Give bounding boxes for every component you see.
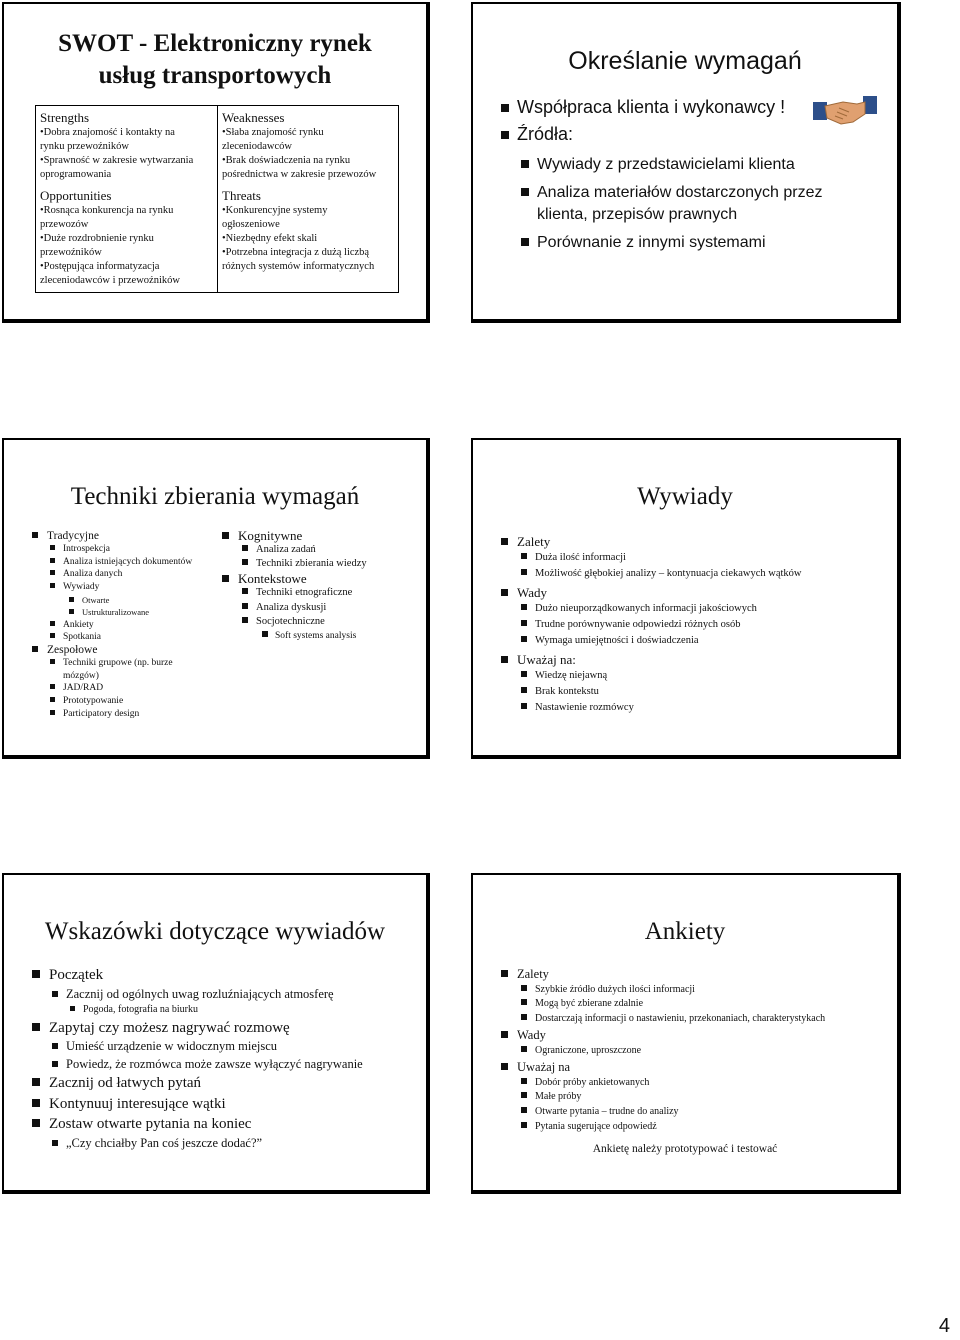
list-item-level-1	[32, 1074, 363, 1094]
page-number: 4	[938, 1315, 950, 1337]
weaknesses-header: Weaknesses	[222, 110, 285, 125]
bullet-square-icon	[222, 532, 229, 539]
list-item-level-1	[32, 1115, 363, 1135]
bullet-square-icon	[32, 1119, 40, 1127]
threats-item: ogłoszeniowe	[222, 219, 280, 230]
slide-okreslanie-wymagan	[471, 2, 901, 323]
bullet-square-icon	[521, 1092, 527, 1098]
item-text: Kognitywne	[238, 528, 303, 543]
threats-cell	[218, 184, 399, 274]
item-text: Kontynuuj interesujące wątki	[49, 1095, 226, 1112]
weaknesses-item: •Słaba znajomość rynku	[222, 127, 324, 138]
bullet-square-icon	[50, 659, 55, 664]
bullet-square-icon	[242, 545, 248, 551]
handshake-icon	[813, 92, 877, 132]
item-text: Początek	[49, 967, 104, 983]
item-text: Brak kontekstu	[535, 686, 599, 697]
bullet-square-icon	[521, 636, 527, 642]
bullet-square-icon	[32, 646, 38, 652]
slide-title	[4, 28, 426, 92]
bullet-square-icon	[52, 1061, 58, 1067]
bullet-square-icon	[52, 1043, 58, 1049]
bullet-square-icon	[501, 538, 508, 545]
item-text: Analiza istniejących dokumentów	[63, 556, 193, 567]
bullet-square-icon	[521, 703, 527, 709]
list-item	[521, 232, 822, 254]
item-text: Nastawienie rozmówcy	[535, 702, 634, 713]
bullet-square-icon	[521, 1014, 527, 1020]
list-item-level-2	[222, 586, 367, 600]
bullet-square-icon	[501, 1063, 508, 1070]
list-item-level-2	[32, 986, 363, 1004]
item-text: Zalety	[517, 534, 551, 549]
bullet-square-icon	[521, 1107, 527, 1113]
item-text: Źródła:	[517, 124, 574, 144]
item-text: Analiza zadań	[256, 544, 316, 555]
list-item	[521, 154, 822, 176]
techniques-right-list	[222, 528, 367, 643]
bullet-square-icon	[50, 583, 55, 588]
slide-ankiety	[471, 873, 901, 1194]
bullet-square-icon	[50, 621, 55, 626]
item-text: Trudne porównywanie odpowiedzi różnych osób	[535, 619, 741, 630]
list-item-level-2	[501, 1044, 825, 1059]
threats-item: •Potrzebna integracja z dużą liczbą	[222, 247, 370, 258]
weaknesses-cell	[218, 106, 399, 182]
bullet-square-icon	[262, 631, 268, 637]
item-text: Możliwość głębokiej analizy – kontynuacja ciekawych wątków	[535, 568, 802, 579]
list-item-level-2	[501, 700, 802, 716]
item-text: Szybkie źródło dużych ilości informacji	[535, 983, 695, 995]
bullet-square-icon	[521, 604, 527, 610]
list-item-level-1	[501, 533, 802, 550]
item-text: Analiza danych	[63, 569, 123, 580]
title-line-1: SWOT - Elektroniczny rynek	[58, 30, 372, 57]
slide-techniki	[2, 438, 430, 759]
item-text: Dużo nieuporządkowanych informacji jakościowych	[535, 603, 757, 614]
bullet-square-icon	[50, 710, 55, 715]
threats-item: różnych systemów informatycznych	[222, 261, 375, 272]
item-text: Porównanie z innymi systemami	[537, 234, 766, 251]
item-text: „Czy chciałby Pan coś jeszcze dodać?”	[66, 1135, 263, 1150]
slide-title: Wskazówki dotyczące wywiadów	[44, 918, 386, 945]
weaknesses-item: •Brak doświadczenia na rynku	[222, 155, 351, 166]
slide-wskazowki	[2, 873, 430, 1194]
list-item-level-0	[32, 670, 192, 683]
bullet-square-icon	[32, 532, 38, 538]
bullet-square-icon	[69, 597, 74, 602]
list-item-level-2	[501, 1076, 825, 1091]
list-item-level-2	[501, 1105, 825, 1120]
list-item	[521, 182, 822, 204]
list-item-level-2	[501, 566, 802, 582]
list-item-level-1	[32, 966, 363, 986]
item-text: Dobór próby ankietowanych	[535, 1076, 650, 1088]
bullet-square-icon	[50, 697, 55, 702]
bullet-square-icon	[501, 656, 508, 663]
item-text: Ankiety	[63, 619, 94, 630]
list-item-level-1	[501, 584, 802, 601]
item-text: Współpraca klienta i wykonawcy !	[517, 97, 786, 117]
list-item-level-2	[501, 1120, 825, 1135]
item-text: Zostaw otwarte pytania na koniec	[49, 1116, 252, 1132]
list-item-level-2	[501, 1090, 825, 1105]
item-text: Wiedzę niejawną	[535, 670, 608, 681]
bullet-square-icon	[32, 1023, 40, 1031]
item-text: Socjotechniczne	[256, 615, 325, 627]
opportunities-item: •Postępująca informatyzacja	[40, 261, 160, 272]
list-item-level-1	[501, 651, 802, 668]
item-text: Małe próby	[535, 1091, 582, 1103]
bullet-square-icon	[521, 671, 527, 677]
list-item-level-1	[222, 528, 367, 543]
surveys-list	[501, 965, 825, 1134]
item-text: Umieść urządzenie w widocznym miejscu	[66, 1039, 278, 1053]
list-item	[501, 96, 822, 119]
bullet-square-icon	[501, 589, 508, 596]
list-item-level-2	[32, 682, 192, 695]
strengths-item: •Dobra znajomość i kontakty na	[40, 127, 175, 138]
list-item-level-1	[32, 1019, 363, 1039]
item-text: Wady	[517, 585, 547, 600]
list-item-level-2	[32, 543, 192, 556]
list-item-level-3	[32, 606, 192, 619]
bullet-square-icon	[32, 1078, 40, 1086]
strengths-cell	[36, 106, 217, 182]
list-item-level-2	[32, 1038, 363, 1056]
bullet-square-icon	[32, 970, 40, 978]
threats-item: •Konkurencyjne systemy	[222, 205, 328, 216]
list-item-level-2	[32, 1056, 363, 1074]
list-item-level-2	[32, 619, 192, 632]
bullet-square-icon	[521, 1078, 527, 1084]
item-text: Participatory design	[63, 708, 140, 719]
list-item-level-1	[501, 1059, 825, 1076]
opportunities-item: zleceniodawców i przewoźników	[40, 275, 180, 286]
item-text: Pogoda, fotografia na biurku	[83, 1004, 198, 1015]
opportunities-item: •Duże rozdrobnienie rynku	[40, 233, 154, 244]
opportunities-cell	[36, 184, 217, 288]
item-text: Wywiady z przedstawicielami klienta	[537, 156, 795, 173]
list-item-level-3	[32, 1003, 363, 1018]
bullet-square-icon	[521, 569, 527, 575]
item-text: Zespołowe	[47, 643, 98, 656]
opportunities-item: przewoźników	[40, 247, 102, 258]
item-text: Prototypowanie	[63, 695, 124, 706]
list-item-level-1	[222, 571, 367, 586]
item-text: Duża ilość informacji	[535, 552, 626, 563]
item-text: Ustrukturalizowane	[82, 607, 150, 618]
bullet-square-icon	[242, 617, 248, 623]
list-item-level-3	[32, 594, 192, 607]
strengths-header: Strengths	[40, 110, 90, 125]
opportunities-item: •Rosnąca konkurencja na rynku	[40, 205, 174, 216]
item-text: Techniki etnograficzne	[256, 587, 353, 599]
bullet-square-icon	[521, 985, 527, 991]
strengths-item: rynku przewoźników	[40, 141, 129, 152]
slide-wywiady	[471, 438, 901, 759]
item-text: Wady	[517, 1028, 546, 1043]
item-text: Wymaga umiejętności i doświadczenia	[535, 635, 699, 646]
list-item-level-2	[32, 568, 192, 581]
list-item-level-3	[222, 629, 367, 643]
bullet-square-icon	[521, 1122, 527, 1128]
slide-title: Określanie wymagań	[568, 47, 802, 75]
strengths-item: •Sprawność w zakresie wytwarzania	[40, 155, 194, 166]
list-item-level-1	[32, 644, 192, 657]
list-item-level-2	[32, 1135, 363, 1153]
list-item-level-1	[32, 530, 192, 543]
item-text: Introspekcja	[63, 544, 110, 555]
item-text: Zapytaj czy możesz nagrywać rozmowę	[49, 1019, 290, 1036]
opportunities-item: przewozów	[40, 219, 89, 230]
bullet-square-icon	[50, 558, 55, 563]
list-item-level-2	[501, 550, 802, 566]
list-item-level-2	[32, 581, 192, 594]
item-text-continued: klienta, przepisów prawnych	[537, 206, 738, 223]
item-text: Tradycyjne	[47, 530, 99, 542]
slide-title: Ankiety	[644, 918, 726, 945]
list-item-level-2	[222, 601, 367, 615]
bullet-square-icon	[50, 684, 55, 689]
list-item-level-2	[501, 668, 802, 684]
list-item-level-2	[32, 631, 192, 644]
slide-swot	[2, 2, 430, 323]
bullet-square-icon	[501, 970, 508, 977]
bullet-square-icon	[52, 1140, 58, 1146]
list-item-level-2	[222, 543, 367, 557]
swot-table	[35, 105, 399, 293]
item-text: Analiza dyskusji	[256, 601, 327, 613]
bullet-square-icon	[242, 588, 248, 594]
slide-footer-note: Ankietę należy prototypować i testować	[592, 1143, 778, 1155]
item-text: Uważaj na	[517, 1060, 571, 1075]
weaknesses-item: pośrednictwa w zakresie przewozów	[222, 169, 377, 180]
slide-title: Wywiady	[637, 483, 733, 510]
list-item-level-2	[32, 708, 192, 721]
bullet-square-icon	[50, 633, 55, 638]
bullet-square-icon	[501, 1031, 508, 1038]
item-text: mózgów)	[63, 670, 99, 681]
bullet-square-icon	[242, 559, 248, 565]
list-item-level-2	[32, 695, 192, 708]
bullet-square-icon	[52, 991, 58, 997]
bullet-square-icon	[69, 609, 74, 614]
item-text: Techniki grupowe (np. burze	[63, 658, 173, 669]
tips-list	[32, 965, 363, 1152]
bullet-square-icon	[50, 545, 55, 550]
list-item-level-2	[501, 633, 802, 649]
list-item-level-2	[32, 657, 192, 670]
bullet-square-icon	[521, 553, 527, 559]
list-item-level-1	[501, 966, 825, 983]
item-text: Dostarczają informacji o nastawieniu, przekonaniach, charakterystykach	[535, 1012, 826, 1024]
item-text: Zacznij od ogólnych uwag rozluźniających atmosferę	[66, 986, 334, 1001]
item-text: Uważaj na:	[517, 652, 576, 667]
list-item-level-2	[501, 983, 825, 998]
interviews-list	[501, 531, 802, 716]
list-item-level-1	[501, 1027, 825, 1044]
strengths-item: oprogramowania	[40, 169, 112, 180]
item-text: Powiedz, że rozmówca może zawsze wyłączyć nagrywanie	[66, 1056, 363, 1071]
techniques-left-list	[32, 530, 192, 720]
bullet-square-icon	[32, 1099, 40, 1107]
list-item-level-2	[501, 1012, 825, 1027]
bullet-square-icon	[521, 687, 527, 693]
item-text: Zalety	[517, 967, 549, 981]
bullet-square-icon	[70, 1006, 75, 1011]
item-text: Otwarte pytania – trudne do analizy	[535, 1106, 679, 1118]
item-text: Otwarte	[82, 594, 110, 605]
bullet-square-icon	[521, 1046, 527, 1052]
title-line-2: usług transportowych	[98, 62, 332, 89]
threats-header: Threats	[222, 188, 261, 203]
item-text: Soft systems analysis	[275, 631, 357, 642]
item-text: Kontekstowe	[238, 571, 307, 587]
item-text: Ograniczone, uproszczone	[535, 1044, 642, 1056]
weaknesses-item: zleceniodawców	[222, 141, 292, 152]
list-item-level-2	[501, 997, 825, 1012]
item-text: JAD/RAD	[63, 683, 104, 694]
list-item-level-2	[501, 617, 802, 633]
item-text: Spotkania	[63, 632, 101, 643]
list-item	[501, 123, 822, 146]
list-item-level-2	[32, 556, 192, 569]
content	[501, 96, 822, 254]
slide-title: Techniki zbierania wymagań	[70, 483, 360, 510]
list-item-level-2	[222, 557, 367, 571]
item-text: Mogą być zbierane zdalnie	[535, 998, 644, 1010]
bullet-square-icon	[50, 570, 55, 575]
bullet-square-icon	[222, 575, 229, 582]
bullet-square-icon	[242, 603, 248, 609]
opportunities-header: Opportunities	[40, 188, 112, 203]
list-item-level-2	[501, 684, 802, 700]
item-text: Analiza materiałów dostarczonych przez	[537, 184, 823, 201]
list-item-level-2	[222, 615, 367, 629]
item-text: Wywiady	[63, 581, 100, 592]
item-text: Pytania sugerujące odpowiedź	[535, 1120, 657, 1132]
threats-item: •Niezbędny efekt skali	[222, 233, 318, 244]
bullet-square-icon	[521, 620, 527, 626]
bullet-square-icon	[521, 999, 527, 1005]
item-text: Zacznij od łatwych pytań	[49, 1075, 202, 1091]
item-text: Techniki zbierania wiedzy	[256, 558, 367, 570]
list-item-level-2	[501, 601, 802, 617]
list-item-level-1	[32, 1095, 363, 1115]
